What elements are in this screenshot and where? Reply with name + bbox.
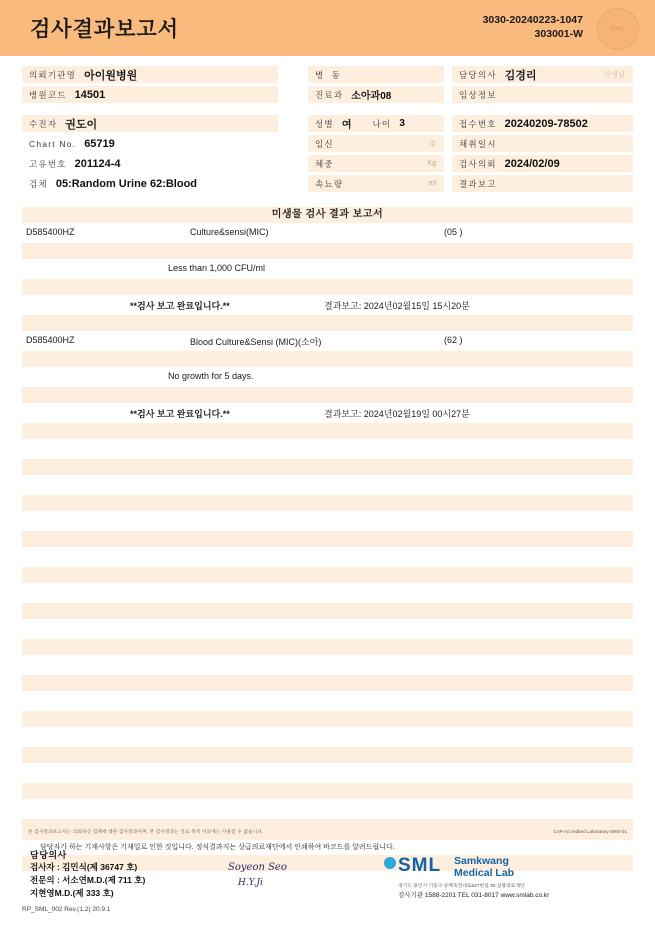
table-row bbox=[22, 333, 633, 349]
field-value: 아이원병원 bbox=[84, 69, 138, 82]
lab-address: 경기도 용인시 기흥구 동백죽전대로527번길 30 삼광의료재단 bbox=[398, 884, 525, 889]
table-row-empty bbox=[22, 603, 633, 619]
field-value: 2024/02/09 bbox=[504, 157, 560, 170]
filler-rows bbox=[22, 423, 633, 889]
spacer bbox=[22, 106, 278, 115]
field-urine-volume bbox=[308, 175, 444, 192]
field-label: 채취일시 bbox=[459, 138, 497, 149]
table-row-empty bbox=[22, 621, 633, 637]
field-clinical-info bbox=[452, 86, 633, 103]
table-row-empty bbox=[22, 585, 633, 601]
field-hospital-name bbox=[22, 66, 278, 83]
field-label: 고유번호 bbox=[29, 158, 67, 169]
lab-logo: SML bbox=[398, 855, 442, 876]
footer-message: 담당자가 하는 기재사항은 기재일로 인한 것입니다. 정식결과지는 상급의료재단에서 인쇄하여 바코드를 알려드립니다. bbox=[40, 844, 395, 851]
results-title: 미생물 검사 결과 보고서 bbox=[22, 207, 633, 223]
table-row-empty bbox=[22, 477, 633, 493]
field-value: 65719 bbox=[84, 137, 115, 150]
field-label: 결과보고 bbox=[459, 178, 497, 189]
lab-telephone: 검사기관 1588-2201 TEL 031-8017 www.smlab.co.kr bbox=[398, 892, 550, 899]
field-value: 권도이 bbox=[65, 118, 98, 131]
field-label: 병 동 bbox=[315, 69, 343, 80]
table-row-empty bbox=[22, 423, 633, 439]
field-label: 병원코드 bbox=[29, 89, 67, 100]
report-datetime: 결과보고: 2024년02월19일 00시27분 bbox=[324, 409, 470, 419]
field-label: 접수번호 bbox=[459, 118, 497, 129]
page-title: 검사결과보고서 bbox=[30, 18, 180, 41]
signer-line-3: 지현영M.D.(제 333 호) bbox=[30, 888, 114, 898]
stamp-icon: SML bbox=[597, 8, 639, 50]
field-unit: ml bbox=[428, 180, 436, 187]
field-label: 검사의뢰 bbox=[459, 158, 497, 169]
field-weight bbox=[308, 155, 444, 172]
signature-2: H.Y.Ji bbox=[238, 878, 263, 888]
field-patient-name bbox=[22, 115, 278, 132]
table-row-empty bbox=[22, 729, 633, 745]
field-label: 속뇨량 bbox=[315, 178, 344, 189]
table-row-empty bbox=[22, 567, 633, 583]
table-row bbox=[22, 351, 633, 367]
table-row-empty bbox=[22, 441, 633, 457]
report-code bbox=[483, 13, 583, 41]
field-value: 김경리 bbox=[504, 69, 537, 82]
table-row bbox=[22, 315, 633, 331]
field-unique-no bbox=[22, 155, 278, 172]
test-number: (05 ) bbox=[444, 227, 463, 237]
footer-note: 본 검사결과보고서는 의뢰하신 검체에 대한 검사결과이며, 본 검사결과는 진료 목적 이외에는 사용할 수 없습니다. bbox=[28, 829, 264, 834]
table-row bbox=[22, 405, 633, 421]
field-label: 체중 bbox=[315, 158, 334, 169]
field-department bbox=[308, 86, 444, 103]
field-suffix: 선생님 bbox=[603, 70, 625, 79]
field-unit: Kg bbox=[427, 160, 436, 167]
report-code-line1: 3030-20240223-1047 bbox=[482, 14, 583, 26]
table-row bbox=[22, 261, 633, 277]
table-row bbox=[22, 243, 633, 259]
field-hospital-code bbox=[22, 86, 278, 103]
lab-logo-dot-icon bbox=[384, 857, 396, 869]
field-value: 여 bbox=[341, 120, 352, 131]
signer-line-1: 검사자 : 김민식(제 36747 호) bbox=[30, 862, 138, 872]
results-table bbox=[22, 207, 633, 891]
field-label: 성별 bbox=[315, 118, 334, 129]
table-row-empty bbox=[22, 765, 633, 781]
info-column-middle bbox=[308, 66, 444, 195]
table-row-empty bbox=[22, 747, 633, 763]
accreditation-text: CAP Accredited Laboratory 8994-01 bbox=[553, 829, 627, 834]
field-request-date bbox=[452, 155, 633, 172]
field-value: 201124-4 bbox=[74, 157, 121, 170]
table-row bbox=[22, 387, 633, 403]
revision-text: RP_SML_002 Rev.(1.2) 20.9.1 bbox=[22, 906, 111, 913]
table-row-empty bbox=[22, 459, 633, 475]
table-row bbox=[22, 225, 633, 241]
completion-text: **검사 보고 완료입니다.** bbox=[130, 409, 230, 419]
field-label: 의뢰기관명 bbox=[29, 69, 77, 80]
report-header bbox=[0, 0, 655, 56]
field-collection-datetime bbox=[452, 135, 633, 152]
table-row-empty bbox=[22, 513, 633, 529]
table-row-empty bbox=[22, 495, 633, 511]
field-label-age: 나이 bbox=[372, 118, 392, 129]
responsible-title: 담당의사 bbox=[30, 850, 67, 860]
test-number: (62 ) bbox=[444, 335, 463, 345]
test-name: Blood Culture&Sensi (MIC)(소아) bbox=[190, 337, 322, 347]
field-label: 담당의사 bbox=[459, 69, 497, 80]
report-footer bbox=[0, 826, 655, 840]
signature-image bbox=[228, 862, 298, 894]
info-column-right bbox=[452, 66, 633, 195]
field-label: 임신 bbox=[315, 138, 334, 149]
report-code-line2: 303001-W bbox=[534, 28, 583, 40]
table-row-empty bbox=[22, 801, 633, 817]
table-row-empty bbox=[22, 657, 633, 673]
signer-line-2: 전문의 : 서소연M.D.(제 711 호) bbox=[30, 875, 146, 885]
table-row bbox=[22, 297, 633, 313]
table-row-empty bbox=[22, 693, 633, 709]
field-label: 수진자 bbox=[29, 118, 58, 129]
field-value-age: 3 bbox=[399, 118, 405, 129]
spacer bbox=[452, 106, 633, 115]
info-column-left bbox=[22, 66, 278, 195]
lab-name-line2: Medical Lab bbox=[454, 867, 515, 879]
table-row-empty bbox=[22, 531, 633, 547]
footer-bar bbox=[22, 826, 633, 840]
signer-list bbox=[30, 861, 145, 900]
field-value: 소아과08 bbox=[351, 91, 392, 102]
table-row-empty bbox=[22, 783, 633, 799]
field-label: 검체 bbox=[29, 178, 48, 189]
field-sex-age bbox=[308, 115, 444, 132]
spacer bbox=[308, 106, 444, 115]
field-value: 20240209-78502 bbox=[504, 117, 588, 130]
test-code: D585400HZ bbox=[26, 227, 75, 237]
result-text: Less than 1,000 CFU/ml bbox=[168, 263, 266, 273]
table-row bbox=[22, 279, 633, 295]
signature-1: Soyeon Seo bbox=[228, 862, 287, 873]
field-label: Chart No. bbox=[29, 138, 77, 149]
field-value: 05:Random Urine 62:Blood bbox=[55, 177, 198, 190]
table-row-empty bbox=[22, 549, 633, 565]
field-chart-no bbox=[22, 135, 278, 152]
field-label: 진료과 bbox=[315, 89, 344, 100]
field-pregnancy bbox=[308, 135, 444, 152]
field-specimen bbox=[22, 175, 278, 192]
table-row-empty bbox=[22, 639, 633, 655]
field-ward bbox=[308, 66, 444, 83]
field-reception-no bbox=[452, 115, 633, 132]
field-unit: 주 bbox=[429, 140, 436, 148]
lab-name bbox=[454, 855, 514, 879]
field-report-date bbox=[452, 175, 633, 192]
completion-text: **검사 보고 완료입니다.** bbox=[130, 301, 230, 311]
report-datetime: 결과보고: 2024년02월15일 15시20분 bbox=[324, 301, 470, 311]
field-label: 임상정보 bbox=[459, 89, 497, 100]
test-code: D585400HZ bbox=[26, 335, 75, 345]
table-row-empty bbox=[22, 675, 633, 691]
test-name: Culture&sensi(MIC) bbox=[190, 227, 269, 237]
table-row bbox=[22, 369, 633, 385]
table-row-empty bbox=[22, 711, 633, 727]
field-value: 14501 bbox=[74, 88, 106, 101]
field-doctor bbox=[452, 66, 633, 83]
result-text: No growth for 5 days. bbox=[168, 371, 254, 381]
lab-name-line1: Samkwang bbox=[454, 855, 509, 867]
